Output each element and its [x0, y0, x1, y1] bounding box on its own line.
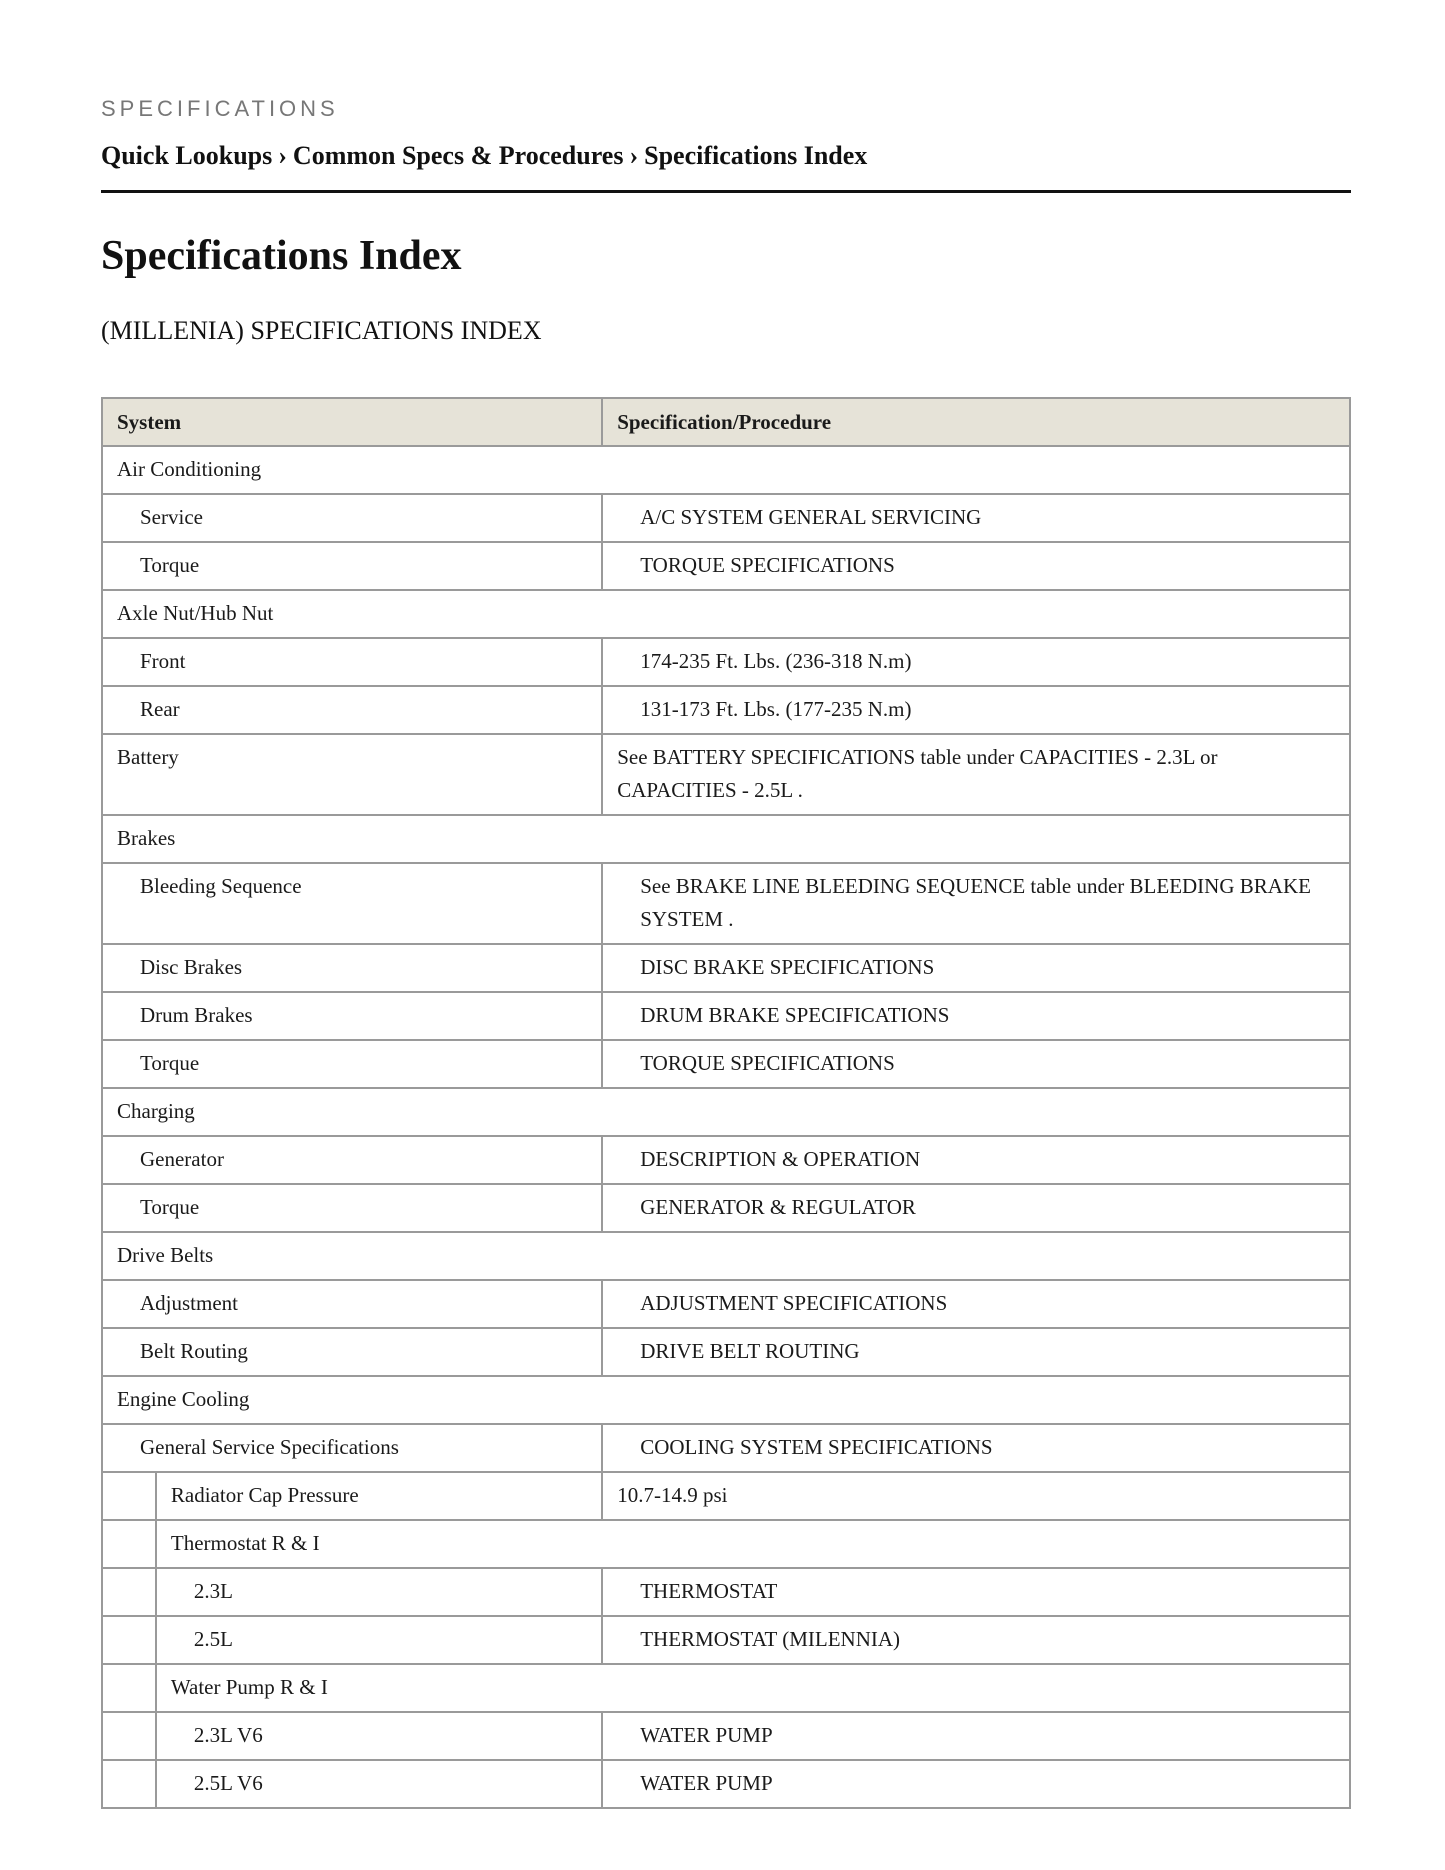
spec-link[interactable]: See BRAKE LINE BLEEDING SEQUENCE table under BLEEDING BRAKE SYSTEM . — [602, 863, 1350, 944]
system-group-cell: Drive Belts — [102, 1232, 1350, 1280]
table-row — [102, 1040, 1350, 1088]
system-cell: General Service Specifications — [102, 1424, 602, 1472]
system-cell: Torque — [102, 542, 602, 590]
system-subgroup-cell: Water Pump R & I — [156, 1664, 1350, 1712]
table-row — [102, 1568, 1350, 1616]
system-cell: Torque — [102, 1040, 602, 1088]
spec-link[interactable]: A/C SYSTEM GENERAL SERVICING — [602, 494, 1350, 542]
spec-link[interactable]: DRIVE BELT ROUTING — [602, 1328, 1350, 1376]
table-row — [102, 590, 1350, 638]
system-cell: Front — [102, 638, 602, 686]
system-group-cell: Engine Cooling — [102, 1376, 1350, 1424]
spec-link[interactable]: ADJUSTMENT SPECIFICATIONS — [602, 1280, 1350, 1328]
page-title: Specifications Index — [101, 233, 462, 279]
breadcrumb — [101, 140, 1351, 172]
system-cell: 2.3L — [156, 1568, 602, 1616]
breadcrumb-separator: › — [278, 141, 287, 170]
table-row — [102, 992, 1350, 1040]
table-row — [102, 638, 1350, 686]
system-cell: Drum Brakes — [102, 992, 602, 1040]
spec-link[interactable]: WATER PUMP — [602, 1760, 1350, 1808]
table-row — [102, 1376, 1350, 1424]
table-row — [102, 1616, 1350, 1664]
table-header-row — [102, 398, 1350, 446]
spec-link[interactable]: TORQUE SPECIFICATIONS — [602, 542, 1350, 590]
system-cell: 2.5L V6 — [156, 1760, 602, 1808]
spec-value: 10.7-14.9 psi — [602, 1472, 1350, 1520]
table-row — [102, 1136, 1350, 1184]
table-row — [102, 1280, 1350, 1328]
column-header-specification: Specification/Procedure — [602, 398, 1350, 446]
spec-link[interactable]: DISC BRAKE SPECIFICATIONS — [602, 944, 1350, 992]
table-row — [102, 1520, 1350, 1568]
table-row — [102, 944, 1350, 992]
table-row — [102, 815, 1350, 863]
indent-gutter — [102, 1616, 156, 1664]
table-row — [102, 1424, 1350, 1472]
breadcrumb-separator: › — [629, 141, 639, 170]
spec-link[interactable]: DESCRIPTION & OPERATION — [602, 1136, 1350, 1184]
spec-link[interactable]: WATER PUMP — [602, 1712, 1350, 1760]
system-cell: Radiator Cap Pressure — [156, 1472, 602, 1520]
spec-value: 131-173 Ft. Lbs. (177-235 N.m) — [602, 686, 1350, 734]
system-cell: Adjustment — [102, 1280, 602, 1328]
table-row — [102, 734, 1350, 815]
system-cell: Rear — [102, 686, 602, 734]
indent-gutter — [102, 1760, 156, 1808]
section-label: SPECIFICATIONS — [101, 96, 339, 121]
specifications-table — [101, 397, 1351, 1809]
system-cell: Bleeding Sequence — [102, 863, 602, 944]
breadcrumb-quick-lookups[interactable]: Quick Lookups — [101, 141, 273, 170]
spec-link[interactable]: COOLING SYSTEM SPECIFICATIONS — [602, 1424, 1350, 1472]
system-cell: Disc Brakes — [102, 944, 602, 992]
breadcrumb-common-specs[interactable]: Common Specs & Procedures — [292, 141, 624, 170]
indent-gutter — [102, 1568, 156, 1616]
indent-gutter — [102, 1712, 156, 1760]
system-cell: Battery — [102, 734, 602, 815]
document-page — [101, 94, 1351, 1809]
spec-link[interactable]: DRUM BRAKE SPECIFICATIONS — [602, 992, 1350, 1040]
spec-value: 174-235 Ft. Lbs. (236-318 N.m) — [602, 638, 1350, 686]
system-cell: Belt Routing — [102, 1328, 602, 1376]
system-cell: Generator — [102, 1136, 602, 1184]
breadcrumb-current: Specifications Index — [644, 141, 868, 170]
table-row — [102, 863, 1350, 944]
system-cell: 2.3L V6 — [156, 1712, 602, 1760]
table-row — [102, 1232, 1350, 1280]
spec-link[interactable]: THERMOSTAT (MILENNIA) — [602, 1616, 1350, 1664]
table-row — [102, 1088, 1350, 1136]
table-row — [102, 1184, 1350, 1232]
column-header-system: System — [102, 398, 602, 446]
table-row — [102, 1328, 1350, 1376]
table-row — [102, 686, 1350, 734]
spec-link[interactable]: See BATTERY SPECIFICATIONS table under CAPACITIES - 2.3L or CAPACITIES - 2.5L . — [602, 734, 1350, 815]
system-cell: Service — [102, 494, 602, 542]
table-row — [102, 1472, 1350, 1520]
table-row — [102, 446, 1350, 494]
system-group-cell: Charging — [102, 1088, 1350, 1136]
table-row — [102, 1760, 1350, 1808]
spec-link[interactable]: THERMOSTAT — [602, 1568, 1350, 1616]
indent-gutter — [102, 1664, 156, 1712]
table-row — [102, 494, 1350, 542]
system-cell: 2.5L — [156, 1616, 602, 1664]
system-group-cell: Air Conditioning — [102, 446, 1350, 494]
table-row — [102, 1664, 1350, 1712]
table-row — [102, 1712, 1350, 1760]
spec-link[interactable]: GENERATOR & REGULATOR — [602, 1184, 1350, 1232]
system-subgroup-cell: Thermostat R & I — [156, 1520, 1350, 1568]
table-row — [102, 542, 1350, 590]
spec-link[interactable]: TORQUE SPECIFICATIONS — [602, 1040, 1350, 1088]
indent-gutter — [102, 1520, 156, 1568]
system-cell: Torque — [102, 1184, 602, 1232]
header-divider — [101, 190, 1351, 193]
system-group-cell: Axle Nut/Hub Nut — [102, 590, 1350, 638]
system-group-cell: Brakes — [102, 815, 1350, 863]
page-subtitle: (MILLENIA) SPECIFICATIONS INDEX — [101, 316, 542, 345]
indent-gutter — [102, 1472, 156, 1520]
